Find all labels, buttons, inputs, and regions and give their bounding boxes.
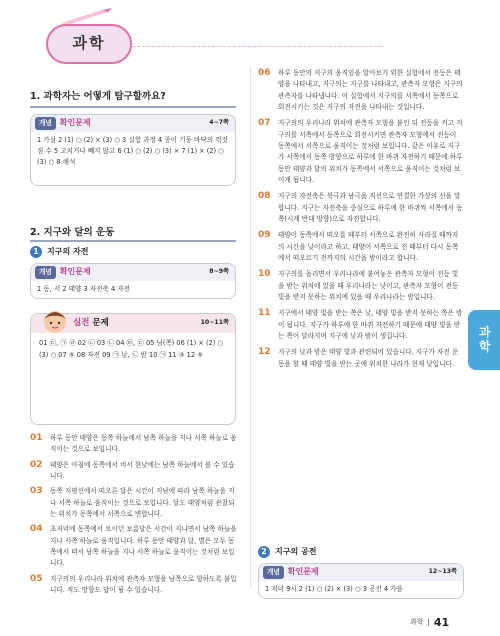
- check-header: [31, 115, 235, 132]
- section2-rule: [30, 240, 236, 242]
- mascot-icon: [40, 307, 70, 337]
- explanation-item: [30, 433, 238, 456]
- revolution-check-box: [258, 563, 464, 599]
- practice-title: [73, 317, 109, 330]
- item-number: 09: [258, 230, 271, 241]
- column-divider: [250, 68, 251, 588]
- item-text: 태양이 동쪽에서 떠오를 때부터 서쪽으로 완전히 사라질 때까지의 시간을 낮이라고 하고, 태양이 서쪽으로 진 때부터 다시 동쪽에서 떠오르기 전까지의 시간을 밤이라고 합니다.: [278, 231, 459, 262]
- check-answers: 1 저녁 9시 2 (1) ○ (2) × (3) ○ 3 공전 4 가을: [265, 585, 403, 593]
- item-number: 11: [258, 308, 271, 319]
- item-number: 05: [30, 573, 43, 584]
- item-text: 동쪽 지평선에서 떠오른 달은 시간이 지남에 따라 남쪽 하늘을 지나 서쪽 하늘로 움직이는 것으로 보입니다. 달도 태양처럼 관찰되는 위치가 동쪽에서 서쪽으로 변합니다.: [50, 487, 235, 518]
- explanation-item: [30, 524, 238, 569]
- section1-title: 1. 과학자는 어떻게 탐구할까요?: [30, 91, 166, 102]
- right-explanations: [258, 68, 464, 370]
- concept-tag: 개념: [35, 266, 56, 278]
- subsection-revolution: [258, 546, 316, 558]
- rotation-check-box: [30, 263, 236, 299]
- item-text: 지구의의 우리나라 위치에 관측자 모형을 붙인 뒤 전등을 켜고 지구의를 서쪽에서 동쪽으로 회전시키면 관측자 모형에서 전등이 동쪽에서 서쪽으로 움직이는 것처럼 보입니다. 같은 이유로 지구가 서쪽에서 동쪽 방향으로 하루에 한 바퀴 자전하기 때문에 하루 동안 태양과 달의 위치가 동쪽에서 서쪽으로 움직이는 것처럼 보이게 됩니다.: [278, 119, 463, 184]
- item-number: 08: [258, 191, 271, 202]
- left-explanations: [30, 433, 238, 596]
- page-number: 41: [433, 616, 450, 629]
- footer-separator: |: [427, 618, 430, 627]
- side-tab-label: 과학: [477, 326, 492, 354]
- check-answers: 1 가설 2 (1) ○ (2) × (3) ○ 3 실험 과정 4 종이 기둥 바닥의 꺾짓점 수 5 고치거나 빼지 않고 6 (1) ○ (2) ○ (3) × 7 (1) × (2) ○ (3) ○ 8 해석: [37, 136, 228, 167]
- item-text: 지구의의 우리나라 위치에 관측자 모형을 남쪽으로 향하도록 붙입니다. 적도 방향도 답이 될 수 있습니다.: [50, 574, 237, 594]
- concept-tag: 개념: [35, 117, 56, 129]
- item-text: 지구의를 돌리면서 우리나라에 붙여놓은 관측자 모형이 전등 빛을 받는 위치에 있을 때 우리나라는 낮이고, 관측자 모형이 전등 빛을 받지 못하는 위치에 있을 때 우리나라는 밤입니다.: [278, 270, 459, 301]
- practice-answers: 01 ㉢, ㉠ ㉣ 02 ㉡ 03 ㉡ 04 ㉤, ㉢ 05 남(쪽) 06 (1) × (2) ○ (3) ○ 07 ⑤ 08 자전 09 ㉠ 낮, ㉡ 밤 10 ㉠ 11 ③ 12 ⑤: [39, 339, 224, 360]
- item-text: 지구에서 태양 빛을 받는 쪽은 낮, 태양 빛을 받지 못하는 쪽은 밤이 됩니다. 지구가 하루에 한 바퀴 자전하기 때문에 태양 빛을 받는 쪽이 달라지며 지구에 낮과 밤이 생깁니다.: [278, 309, 463, 340]
- pencil-icon: [58, 6, 118, 26]
- check-label: 확인문제: [59, 118, 91, 128]
- explanation-item: [30, 486, 238, 520]
- item-number: 03: [30, 486, 43, 497]
- item-number: 01: [30, 433, 43, 443]
- subsection-number: 1: [30, 246, 42, 258]
- side-tab-subject[interactable]: [468, 310, 500, 370]
- subsection-title: 지구의 자전: [47, 247, 89, 256]
- check-header: [259, 564, 463, 581]
- explanation-item: [258, 118, 464, 186]
- explanation-item: [258, 308, 464, 342]
- check-label: 확인문제: [59, 267, 91, 277]
- explanation-item: [258, 269, 464, 303]
- item-number: 04: [30, 524, 43, 535]
- subject-title: 과학: [72, 34, 106, 53]
- header-divider: [132, 46, 382, 47]
- subsection-rotation: [30, 246, 88, 258]
- item-number: 10: [258, 269, 271, 280]
- explanation-item: [258, 230, 464, 264]
- subsection-number: 2: [258, 546, 270, 558]
- item-text: 지구의 자전축은 북극과 남극을 직선으로 연결한 가상의 선을 말합니다. 지구는 자전축을 중심으로 하루에 한 바퀴씩 서쪽에서 동쪽(시계 반대 방향)으로 자전합니다.: [278, 192, 463, 223]
- explanation-item: [258, 347, 464, 370]
- item-text: 태양은 아침에 동쪽에서 비서 한낮에는 남쪽 하늘에서 볼 수 있습니다.: [50, 460, 235, 480]
- item-number: 07: [258, 118, 271, 129]
- concept-tag: 개념: [263, 566, 284, 578]
- page-ref: 8~9쪽: [209, 268, 229, 275]
- item-text: 하루 동안 태양은 동쪽 하늘에서 남쪽 하늘을 지나 서쪽 하늘로 움직이는 것으로 보입니다.: [50, 434, 237, 454]
- subject-tab: [46, 24, 132, 64]
- item-number: 02: [30, 459, 43, 470]
- practice-title-a: 실전: [73, 317, 90, 328]
- item-number: 06: [258, 68, 271, 78]
- check-label: 확인문제: [287, 567, 319, 577]
- page-ref: 10~11쪽: [200, 319, 229, 326]
- item-text: 지구의 낮과 밤은 태양 빛과 관련되어 있습니다. 지구가 자전 운동을 할 때 태양 빛을 받는 곳에 위치한 나라가 현재 낮입니다.: [278, 348, 459, 368]
- check-answers: 1 동, 서 2 태양 3 자전축 4 자전: [37, 285, 130, 293]
- section2-title: 2. 지구와 달의 운동: [30, 227, 115, 238]
- explanation-item: [258, 68, 464, 113]
- footer-label: 과학: [410, 618, 424, 627]
- item-number: 12: [258, 347, 271, 358]
- page-ref: 12~13쪽: [428, 568, 457, 575]
- explanation-item: [30, 574, 238, 597]
- section1-check-box: [30, 114, 236, 186]
- practice-title-b: 문제: [92, 317, 109, 328]
- explanation-item: [30, 460, 238, 483]
- section1-rule: [30, 106, 236, 108]
- item-text: 하루 동안의 지구의 움직임을 알아보기 위한 실험에서 전등은 태양을 나타내고, 지구의는 지구를 나타내고, 관측자 모형은 지구의 관측자를 나타냅니다. 이 실험에서 지구의를 서쪽에서 동쪽으로 회전시키는 것은 지구의 자전을 나타내는 것입니다.: [278, 69, 463, 111]
- explanation-item: [258, 191, 464, 225]
- check-header: [31, 264, 235, 281]
- page-footer: [410, 614, 449, 631]
- page-ref: 4~7쪽: [209, 119, 229, 126]
- subsection-title: 지구의 공전: [275, 547, 317, 556]
- item-text: 초저녁에 동쪽에서 보이던 보름달은 시간이 지나면서 남쪽 하늘을 지나 서쪽 하늘로 움직입니다. 하루 동안 태양과 달, 별은 모두 동쪽에서 떠서 남쪽 하늘을 지나 서쪽 하늘로 움직이는 것처럼 보입니다.: [50, 525, 237, 568]
